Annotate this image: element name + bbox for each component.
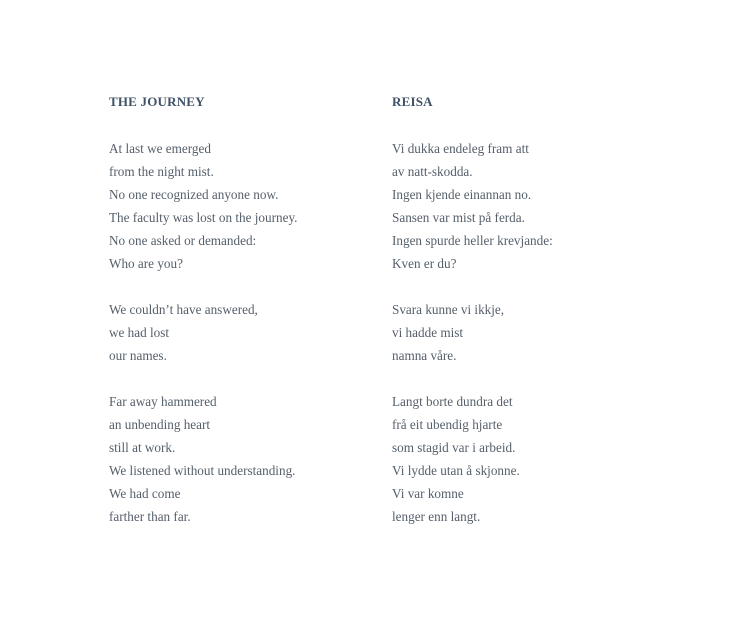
poem-line: No one recognized anyone now. xyxy=(109,187,279,202)
poem-line: Far away hammered xyxy=(109,394,217,409)
poem-line: No one asked or demanded: xyxy=(109,233,257,248)
poem-line: We had come xyxy=(109,486,181,501)
stanza xyxy=(392,137,553,275)
poem-title: THE JOURNEY xyxy=(109,94,205,109)
poem-line: our names. xyxy=(109,348,167,363)
poem-line: frå eit ubendig hjarte xyxy=(392,417,503,432)
poem-line: Vi lydde utan å skjonne. xyxy=(392,463,520,478)
poem-line: Kven er du? xyxy=(392,256,457,271)
stanza xyxy=(109,298,297,367)
poem-line: we had lost xyxy=(109,325,170,340)
poem-line: av natt-skodda. xyxy=(392,164,473,179)
stanza xyxy=(109,390,297,528)
poem-line: vi hadde mist xyxy=(392,325,464,340)
poem-line: Who are you? xyxy=(109,256,183,271)
poem-line: an unbending heart xyxy=(109,417,211,432)
english-poem xyxy=(109,92,297,551)
poem-title: REISA xyxy=(392,94,433,109)
poem-line: At last we emerged xyxy=(109,141,211,156)
poem-line: lenger enn langt. xyxy=(392,509,481,524)
poem-line: Ingen spurde heller krevjande: xyxy=(392,233,553,248)
stanza xyxy=(392,390,553,528)
stanza xyxy=(109,137,297,275)
poem-line: Ingen kjende einannan no. xyxy=(392,187,532,202)
poem-line: still at work. xyxy=(109,440,176,455)
poem-line: namna våre. xyxy=(392,348,457,363)
norwegian-poem xyxy=(392,92,553,551)
poem-line: Sansen var mist på ferda. xyxy=(392,210,525,225)
poem-line: farther than far. xyxy=(109,509,191,524)
poem-line: from the night mist. xyxy=(109,164,214,179)
poem-line: The faculty was lost on the journey. xyxy=(109,210,298,225)
stanza xyxy=(392,298,553,367)
poem-line: Vi dukka endeleg fram att xyxy=(392,141,529,156)
poem-line: Svara kunne vi ikkje, xyxy=(392,302,505,317)
poem-line: som stagid var i arbeid. xyxy=(392,440,516,455)
poem-line: We listened without understanding. xyxy=(109,463,296,478)
poem-line: We couldn’t have answered, xyxy=(109,302,258,317)
poem-line: Vi var komne xyxy=(392,486,464,501)
poem-line: Langt borte dundra det xyxy=(392,394,513,409)
